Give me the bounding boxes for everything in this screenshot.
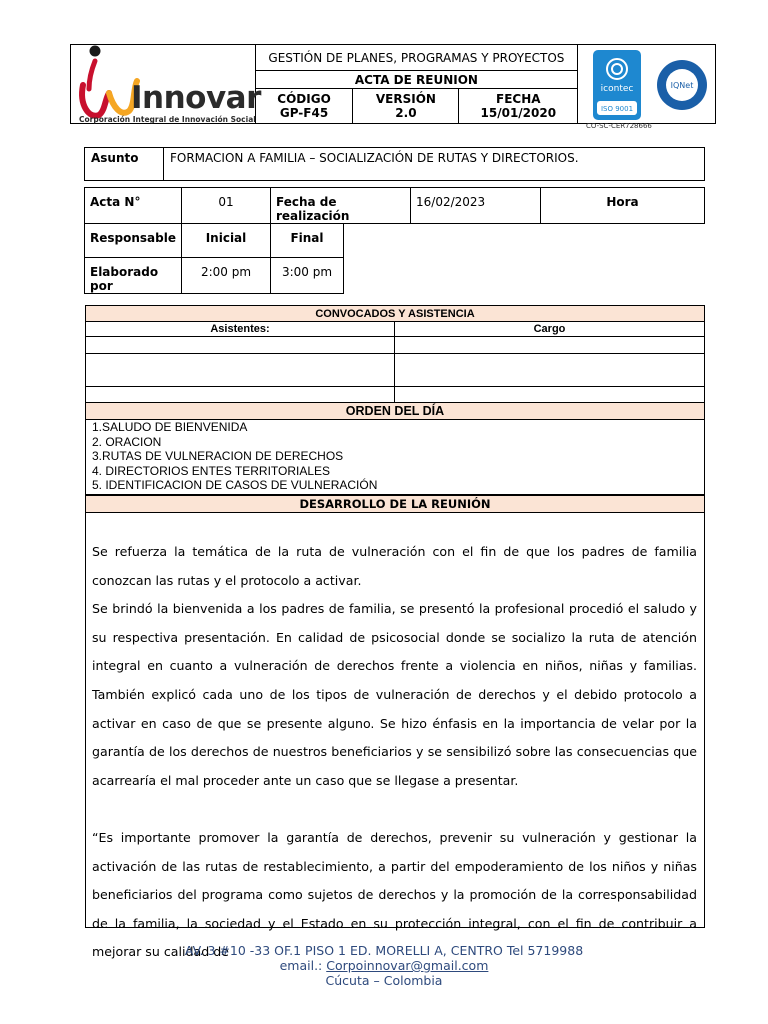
subject-table	[84, 147, 705, 181]
development-title: DESARROLLO DE LA REUNIÓN	[85, 495, 705, 513]
acta-number-label: Acta N°	[85, 188, 182, 224]
footer-email-link[interactable]: Corpoinnovar@gmail.com	[326, 958, 489, 973]
attendance-table	[85, 305, 705, 403]
responsible-label: Responsable	[85, 224, 182, 258]
date-cell	[459, 89, 578, 124]
header-title: GESTIÓN DE PLANES, PROGRAMAS Y PROYECTOS	[255, 45, 578, 71]
version-value: 2.0	[395, 106, 417, 120]
page-footer	[0, 943, 768, 988]
subject-label: Asunto	[85, 148, 164, 181]
minutes-info-table	[84, 187, 705, 294]
list-item: 2. ORACION	[92, 434, 162, 449]
cert-code: CO-SC-CER728666	[586, 122, 652, 130]
time-label: Hora	[541, 188, 705, 224]
code-value: GP-F45	[279, 106, 329, 120]
code-cell	[255, 89, 353, 124]
development-paragraph-2: Se brindó la bienvenida a los padres de familia, se presentó la profesional procedió el saludo y su respectiva presentación. En calidad de psicosocial donde se socializo la ruta de atención integral en cuanto a vulneración de derechos frente a violencia en niños, niñas y familias. También explicó cada uno de los tipos de vulneración de derechos y el debido protocolo a activar en caso de que se presente alguno. Se hizo énfasis en la importancia de velar por la garantía de los derechos de nuestros beneficiarios y se sensibilizó sobre las consecuencias que acarrearía el mal proceder ante un caso que se llegase a presentar.	[92, 601, 697, 788]
attendance-title: CONVOCADOS Y ASISTENCIA	[86, 306, 705, 322]
attendees-header: Asistentes:	[86, 322, 395, 337]
iso-text: ISO 9001	[601, 105, 634, 113]
role-header: Cargo	[395, 322, 705, 337]
date-of-meeting-value: 16/02/2023	[411, 188, 541, 224]
logo-cell	[71, 45, 261, 124]
footer-city: Cúcuta – Colombia	[325, 973, 443, 988]
footer-address: AV. 3 #10 -33 OF.1 PISO 1 ED. MORELLI A, CENTRO Tel 5719988	[184, 943, 584, 958]
iqnet-text: IQNet	[670, 81, 694, 90]
development-paragraph-1: Se refuerza la temática de la ruta de vulneración con el fin de que los padres de familia conozcan las rutas y el protocolo a activar.	[92, 544, 697, 588]
development-paragraph-3: “Es importante promover la garantía de derechos, prevenir su vulneración y gestionar la activación de las rutas de restablecimiento, a partir del empoderamiento de los niños y niñas beneficiarios del programa como sujetos de derechos y la promoción de la corresponsabilidad de la familia, la sociedad y el Estado en su protección integral, con el fin de contribuir a mejorar su calidad de	[92, 829, 697, 960]
brand-tagline: Corporación Integral de Innovación Social	[79, 115, 256, 124]
iqnet-badge-icon	[656, 59, 708, 111]
brand-name: Innovar	[131, 80, 261, 116]
agenda-list	[85, 420, 705, 495]
subject-value: FORMACION A FAMILIA – SOCIALIZACIÓN DE RUTAS Y DIRECTORIOS.	[164, 148, 705, 181]
footer-email-line	[0, 958, 768, 973]
version-cell	[353, 89, 459, 124]
table-row	[86, 354, 705, 387]
start-time-value: 2:00 pm	[181, 258, 270, 294]
table-row	[86, 387, 705, 403]
date-label: FECHA	[496, 92, 541, 106]
agenda-title: ORDEN DEL DÍA	[85, 402, 705, 420]
end-time-value: 3:00 pm	[270, 258, 343, 294]
table-row	[86, 337, 705, 354]
list-item: 3.RUTAS DE VULNERACION DE DERECHOS	[92, 449, 344, 464]
version-label: VERSIÓN	[375, 92, 436, 106]
document-header	[70, 44, 716, 124]
date-of-meeting-label: Fecha de realización	[270, 188, 410, 224]
icontec-badge-icon	[592, 49, 642, 121]
certification-cell	[578, 45, 716, 124]
header-subtitle: ACTA DE REUNION	[255, 71, 578, 89]
end-label: Final	[270, 224, 343, 258]
date-value: 15/01/2020	[480, 106, 557, 120]
start-label: Inicial	[181, 224, 270, 258]
list-item: 4. DIRECTORIOS ENTES TERRITORIALES	[92, 463, 331, 478]
footer-email-label: email.:	[279, 958, 327, 973]
list-item: 1.SALUDO DE BIENVENIDA	[92, 420, 248, 434]
acta-number-value: 01	[181, 188, 270, 224]
list-item: 5. IDENTIFICACION DE CASOS DE VULNERACIÓN	[92, 478, 378, 493]
icontec-text: icontec	[600, 84, 634, 94]
code-label: CÓDIGO	[277, 92, 331, 106]
prepared-by-label: Elaborado por	[85, 258, 182, 294]
